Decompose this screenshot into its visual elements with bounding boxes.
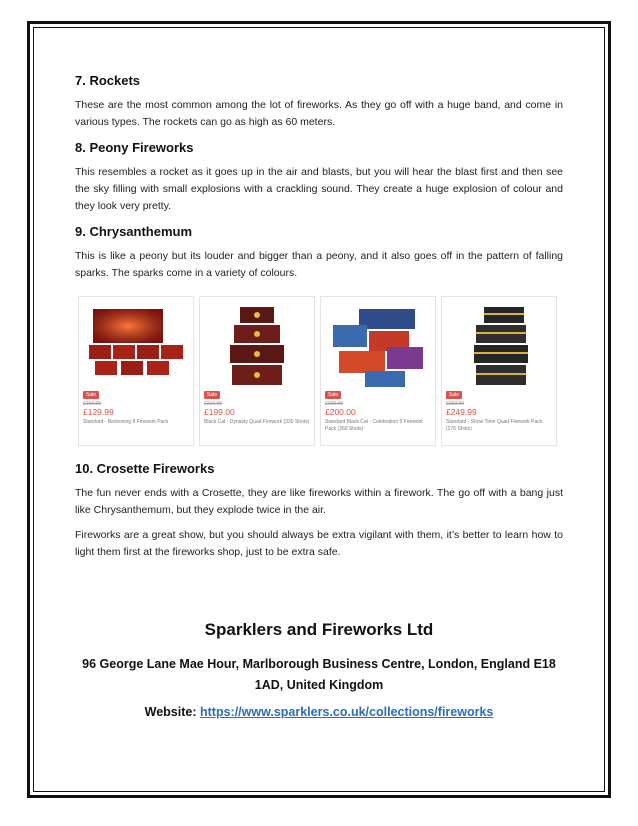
company-address: 96 George Lane Mae Hour, Marlborough Business Centre, London, England E18 1AD, United Kingdom xyxy=(82,657,556,692)
section-heading-crosette: 10. Crosette Fireworks xyxy=(75,461,215,476)
website-link[interactable]: https://www.sparklers.co.uk/collections/fireworks xyxy=(199,705,494,719)
original-price: £169.99 xyxy=(83,401,102,407)
product-name: Standard - Beckoning 8 Firework Pack xyxy=(83,419,169,425)
sale-badge: Sale xyxy=(325,391,341,399)
section-heading-peony: 8. Peony Fireworks xyxy=(75,140,194,155)
product-card xyxy=(78,296,194,446)
sale-price: £249.99 xyxy=(446,407,477,417)
firework-pack-image xyxy=(83,301,189,391)
product-name: Standard - Show Time Quad Firework Pack (276 Shots) xyxy=(446,419,543,432)
original-price: £299.99 xyxy=(446,401,465,407)
firework-pack-image xyxy=(204,301,310,391)
website-label: Website: xyxy=(144,705,197,719)
original-price: £239.99 xyxy=(325,401,344,407)
company-name: Sparklers and Fireworks Ltd xyxy=(204,620,434,639)
section-paragraph-safety: Fireworks are a great show, but you should always be extra vigilant with them, it’s better to learn how to light them first at the fireworks shop, just to be extra safe. xyxy=(75,529,563,558)
product-name: Black Cat - Dynasty Quad Firework (330 Shots) xyxy=(204,419,310,425)
sale-price: £129.99 xyxy=(83,407,114,417)
product-card xyxy=(199,296,315,446)
sale-badge: Sale xyxy=(204,391,220,399)
section-heading-chrysanthemum: 9. Chrysanthemum xyxy=(75,224,193,239)
product-name: Standard Black Cat - Celebration 5 Firework Pack (360 Shots) xyxy=(325,419,423,432)
sale-badge: Sale xyxy=(446,391,462,399)
firework-pack-image xyxy=(325,301,431,391)
firework-pack-image xyxy=(446,301,552,391)
section-paragraph-rockets: These are the most common among the lot of fireworks. As they go off with a huge band, and come in various types. The rockets can go as high as 60 meters. xyxy=(75,99,563,128)
sale-badge: Sale xyxy=(83,391,99,399)
document-content xyxy=(75,72,563,569)
section-heading-rockets: 7. Rockets xyxy=(75,73,141,88)
original-price: £219.99 xyxy=(204,401,223,407)
product-image-strip xyxy=(78,296,563,446)
section-paragraph-chrysanthemum: This is like a peony but its louder and bigger than a peony, and it also goes off in the pattern of falling sparks. The sparks come in a variety of colours. xyxy=(75,250,563,279)
website-line xyxy=(0,705,638,719)
sale-price: £199.00 xyxy=(204,407,235,417)
product-card xyxy=(441,296,557,446)
section-paragraph-peony: This resembles a rocket as it goes up in the air and blasts, but you will hear the blast first and then see the sky filling with small explosions with a crackling sound. They create a huge explosion of colour and they look very pretty. xyxy=(75,166,563,212)
section-paragraph-crosette: The fun never ends with a Crosette, they are like fireworks within a firework. The go off with a bang just like Chrysanthemum, but they explode twice in the air. xyxy=(75,487,563,516)
sale-price: £200.00 xyxy=(325,407,356,417)
product-card xyxy=(320,296,436,446)
